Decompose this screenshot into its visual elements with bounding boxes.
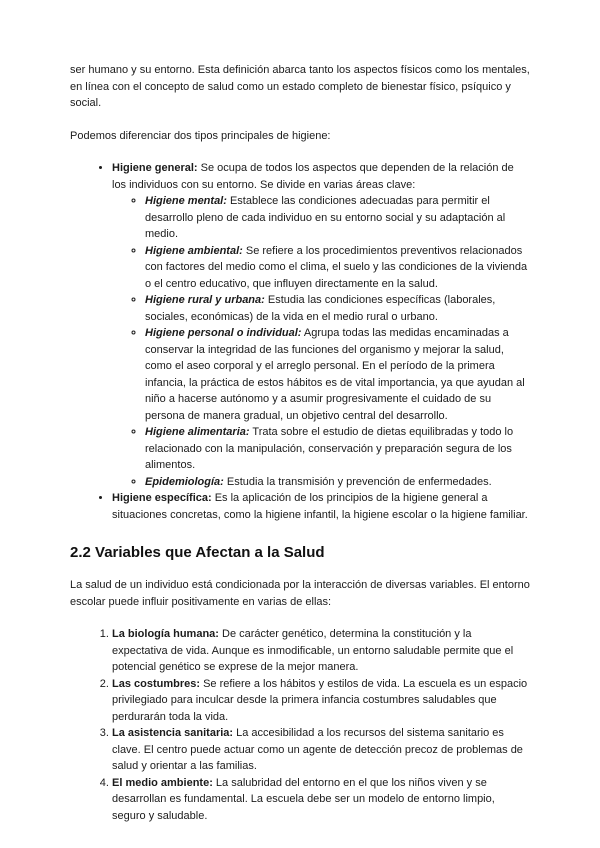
general-subareas-list <box>112 193 530 490</box>
variables-intro-paragraph <box>70 577 530 610</box>
item-text: La salubridad del entorno en el que los niños viven y se desarrollan es fundamental. La escuela debe ser un modelo de entorno limpio, seguro y saludable. <box>112 776 495 822</box>
term-label: El medio ambiente: <box>112 776 213 789</box>
subarea-item-personal <box>145 325 530 424</box>
types-intro-text: Podemos diferenciar dos tipos principales de higiene: <box>70 129 331 142</box>
term-label: Higiene rural y urbana: <box>145 294 265 306</box>
variable-item-asistencia <box>112 725 530 775</box>
term-label: Higiene mental: <box>145 195 227 207</box>
intro-paragraph-text: ser humano y su entorno. Esta definición abarca tanto los aspectos físicos como los mentales, en línea con el concepto de salud como un estado completo de bienestar físico, psíquico y social. <box>70 64 530 109</box>
item-text: Establece las condiciones adecuadas para permitir el desarrollo pleno de cada individuo en su entorno social y su adaptación al medio. <box>145 195 506 240</box>
item-text: Estudia las condiciones específicas (laborales, sociales, económicas) de la vida en el medio rural o urbano. <box>145 294 496 323</box>
item-text: De carácter genético, determina la constitución y la expectativa de vida. Aunque es inmodificable, un entorno saludable permite que el potencial genético se exprese de la mejor manera. <box>112 628 514 673</box>
item-text: Agrupa todas las medidas encaminadas a conservar la integridad de las funciones del organismo y mejorar la salud, como el aseo corporal y el arreglo personal. En el período de la primera infancia, la práctica de estos hábitos es de vital importancia, ya que ayudan al niño a hacerse autónomo y a asumir progresivamente el cuidado de su persona de manera gradual, un objetivo central del desarrollo. <box>145 327 525 422</box>
term-label: Higiene específica: <box>112 492 212 504</box>
subarea-item-ambiental <box>145 243 530 293</box>
subarea-item-rural-urbana <box>145 292 530 325</box>
item-text: Trata sobre el estudio de dietas equilibradas y todo lo relacionado con la manipulación, conservación y preparación segura de los alimentos. <box>145 426 514 471</box>
term-label: Higiene personal o individual: <box>145 327 302 339</box>
subarea-item-mental <box>145 193 530 243</box>
term-label: Higiene ambiental: <box>145 244 243 257</box>
subarea-item-epidemiologia <box>145 474 530 491</box>
hygiene-type-item-general <box>112 160 530 490</box>
term-label: Epidemiología: <box>145 475 224 488</box>
variable-item-biologia <box>112 626 530 676</box>
item-text: La accesibilidad a los recursos del sistema sanitario es clave. El centro puede actuar como un agente de detección precoz de problemas de salud y orientar a las familias. <box>112 727 523 772</box>
variables-intro-text: La salud de un individuo está condicionada por la interacción de diversas variables. El entorno escolar puede influir positivamente en varias de ellas: <box>70 579 530 608</box>
term-label: Higiene general: <box>112 162 198 174</box>
types-intro-paragraph <box>70 128 530 145</box>
item-text: Es la aplicación de los principios de la higiene general a situaciones concretas, como la higiene infantil, la higiene escolar o la higiene familiar. <box>112 492 528 521</box>
subarea-item-alimentaria <box>145 424 530 474</box>
variable-item-costumbres <box>112 676 530 726</box>
item-text: Se refiere a los hábitos y estilos de vida. La escuela es un espacio privilegiado para inculcar desde la primera infancia costumbres saludables que perdurarán toda la vida. <box>112 677 528 723</box>
hygiene-type-item-especifica <box>112 490 530 523</box>
term-label: Higiene alimentaria: <box>145 426 250 438</box>
term-label: La biología humana: <box>112 628 219 640</box>
item-text: Se ocupa de todos los aspectos que dependen de la relación de los individuos con su entorno. Se divide en varias áreas clave: <box>112 162 514 191</box>
variables-list <box>70 626 530 824</box>
item-text: Estudia la transmisión y prevención de enfermedades. <box>226 475 492 488</box>
variable-item-medio-ambiente <box>112 775 530 825</box>
intro-paragraph <box>70 62 530 112</box>
item-text: Se refiere a los procedimientos preventivos relacionados con factores del medio como el clima, el suelo y las condiciones de la vivienda o el centro educativo, que influyen directamente en la salud. <box>145 244 528 290</box>
hygiene-types-list <box>70 160 530 523</box>
section-heading: 2.2 Variables que Afectan a la Salud <box>70 544 325 561</box>
term-label: Las costumbres: <box>112 677 201 690</box>
term-label: La asistencia sanitaria: <box>112 727 234 739</box>
